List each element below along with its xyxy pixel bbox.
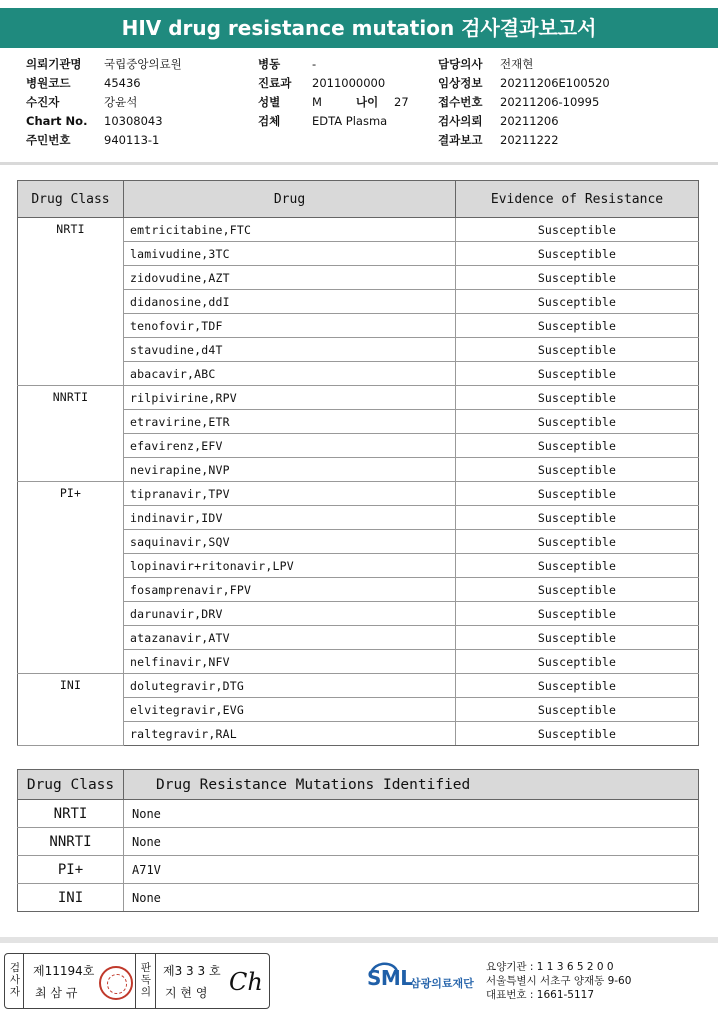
drug-cell: saquinavir,SQV [124,530,456,554]
mutation-cell: None [124,884,699,912]
header-field-value: M [312,95,322,109]
header-field [438,131,610,150]
drug-cell: rilpivirine,RPV [124,386,456,410]
evidence-cell: Susceptible [456,314,699,338]
drug-class-cell: NNRTI [18,828,124,856]
red-seal-stamp [99,966,133,1000]
col-header-mutations: Drug Resistance Mutations Identified [124,770,699,800]
header-field [26,93,182,112]
mutation-cell: None [124,828,699,856]
drug-cell: elvitegravir,EVG [124,698,456,722]
header-field [438,112,610,131]
table-row [18,800,699,828]
footer-divider [0,937,718,943]
drug-cell: dolutegravir,DTG [124,674,456,698]
inspector-label: 검 사 자 [9,962,21,998]
table-row [18,386,699,410]
header-col-doctor [438,55,610,150]
drug-class-cell: NNRTI [18,386,124,482]
header-field-value: 국립중앙의료원 [104,57,182,71]
header-field-value: - [312,57,317,71]
drug-cell: darunavir,DRV [124,602,456,626]
reviewer-name: 지 현 영 [165,986,208,1000]
sml-logo-text: 삼광의료재단 [410,977,474,990]
header-field-value: 27 [394,95,409,109]
sml-logo-mark: SML [367,966,413,990]
evidence-cell: Susceptible [456,338,699,362]
evidence-cell: Susceptible [456,410,699,434]
drug-class-cell: INI [18,674,124,746]
header-field-label: 접수번호 [438,95,483,109]
header-field-value: 20211206-10995 [500,95,600,109]
header-field [26,131,182,150]
drug-cell: tenofovir,TDF [124,314,456,338]
reviewer-no: 제3 3 3 호 [163,964,221,978]
inspector-no: 제11194호 [33,964,95,978]
drug-class-cell: NRTI [18,218,124,386]
header-field-label: 의뢰기관명 [26,57,82,71]
drug-cell: didanosine,ddI [124,290,456,314]
header-field-label: 나이 [356,95,379,109]
evidence-cell: Susceptible [456,602,699,626]
evidence-cell: Susceptible [456,218,699,242]
address-line: 요양기관 : 1 1 3 6 5 2 0 0 [486,961,614,973]
evidence-cell: Susceptible [456,386,699,410]
table-row [18,856,699,884]
header-field-label: 병원코드 [26,76,71,90]
table-row [18,884,699,912]
table-row [18,218,699,242]
drug-cell: stavudine,d4T [124,338,456,362]
drug-cell: tipranavir,TPV [124,482,456,506]
col-header-drug: Drug [124,181,456,218]
evidence-cell: Susceptible [456,674,699,698]
table-row [18,482,699,506]
header-field-value: 20211222 [500,133,559,147]
header-field-label: 성별 [258,95,281,109]
evidence-cell: Susceptible [456,722,699,746]
header-field [258,74,409,93]
col-header-drug-class: Drug Class [18,770,124,800]
drug-cell: lamivudine,3TC [124,242,456,266]
inspector-name: 최 삼 규 [35,986,78,1000]
header-col-ward [258,55,409,131]
drug-cell: raltegravir,RAL [124,722,456,746]
mutation-cell: A71V [124,856,699,884]
evidence-cell: Susceptible [456,554,699,578]
address-line: 대표번호 : 1661-5117 [486,989,595,1001]
mutation-cell: None [124,800,699,828]
header-field-value: 20211206 [500,114,559,128]
header-field-label: 담당의사 [438,57,483,71]
header-field-value: 강윤석 [104,95,138,109]
header-field-value: 45436 [104,76,141,90]
resistance-table [17,180,699,746]
header-field-label: Chart No. [26,114,88,128]
drug-cell: abacavir,ABC [124,362,456,386]
drug-cell: fosamprenavir,FPV [124,578,456,602]
reviewer-label: 판 독 의 [140,962,152,998]
header-field [26,55,182,74]
header-field-value: 전재현 [500,57,534,71]
evidence-cell: Susceptible [456,362,699,386]
header-divider [0,162,718,165]
header-field-label: 수진자 [26,95,60,109]
header-field [438,93,610,112]
table-row [18,828,699,856]
evidence-cell: Susceptible [456,266,699,290]
header-field-label: 병동 [258,57,281,71]
signature-box [4,953,270,1009]
drug-class-cell: PI+ [18,856,124,884]
evidence-cell: Susceptible [456,242,699,266]
drug-cell: zidovudine,AZT [124,266,456,290]
drug-cell: lopinavir+ritonavir,LPV [124,554,456,578]
evidence-cell: Susceptible [456,506,699,530]
drug-class-cell: NRTI [18,800,124,828]
col-header-drug-class: Drug Class [18,181,124,218]
report-footer [0,945,718,1017]
header-field [26,112,182,131]
header-field-value: 10308043 [104,114,163,128]
header-field [258,55,409,74]
lab-address [486,960,631,1002]
drug-cell: etravirine,ETR [124,410,456,434]
header-field-value: 2011000000 [312,76,386,90]
header-field-value: 20211206E100520 [500,76,610,90]
evidence-cell: Susceptible [456,482,699,506]
col-header-evidence: Evidence of Resistance [456,181,699,218]
table-row [18,674,699,698]
header-field-value: 940113-1 [104,133,160,147]
evidence-cell: Susceptible [456,698,699,722]
evidence-cell: Susceptible [456,290,699,314]
header-field-label: 임상정보 [438,76,483,90]
drug-class-cell: INI [18,884,124,912]
evidence-cell: Susceptible [456,650,699,674]
handwritten-signature: Ch [229,968,263,996]
header-field-label: 검체 [258,114,281,128]
header-field [438,55,610,74]
header-field-label: 진료과 [258,76,292,90]
header-field [26,74,182,93]
header-field [258,93,409,112]
evidence-cell: Susceptible [456,626,699,650]
report-title: HIV drug resistance mutation 검사결과보고서 [0,8,718,48]
mutation-table [17,769,699,912]
drug-cell: nevirapine,NVP [124,458,456,482]
header-field-value: EDTA Plasma [312,114,388,128]
drug-cell: nelfinavir,NFV [124,650,456,674]
header-col-patient [26,55,182,150]
evidence-cell: Susceptible [456,578,699,602]
header-field-label: 결과보고 [438,133,483,147]
header-field [438,74,610,93]
evidence-cell: Susceptible [456,530,699,554]
drug-cell: indinavir,IDV [124,506,456,530]
header-field [258,112,409,131]
drug-cell: atazanavir,ATV [124,626,456,650]
evidence-cell: Susceptible [456,434,699,458]
header-field-label: 주민번호 [26,133,71,147]
drug-cell: emtricitabine,FTC [124,218,456,242]
address-line: 서울특별시 서초구 양재동 9-60 [486,975,632,987]
evidence-cell: Susceptible [456,458,699,482]
header-field-label: 검사의뢰 [438,114,483,128]
drug-class-cell: PI+ [18,482,124,674]
drug-cell: efavirenz,EFV [124,434,456,458]
